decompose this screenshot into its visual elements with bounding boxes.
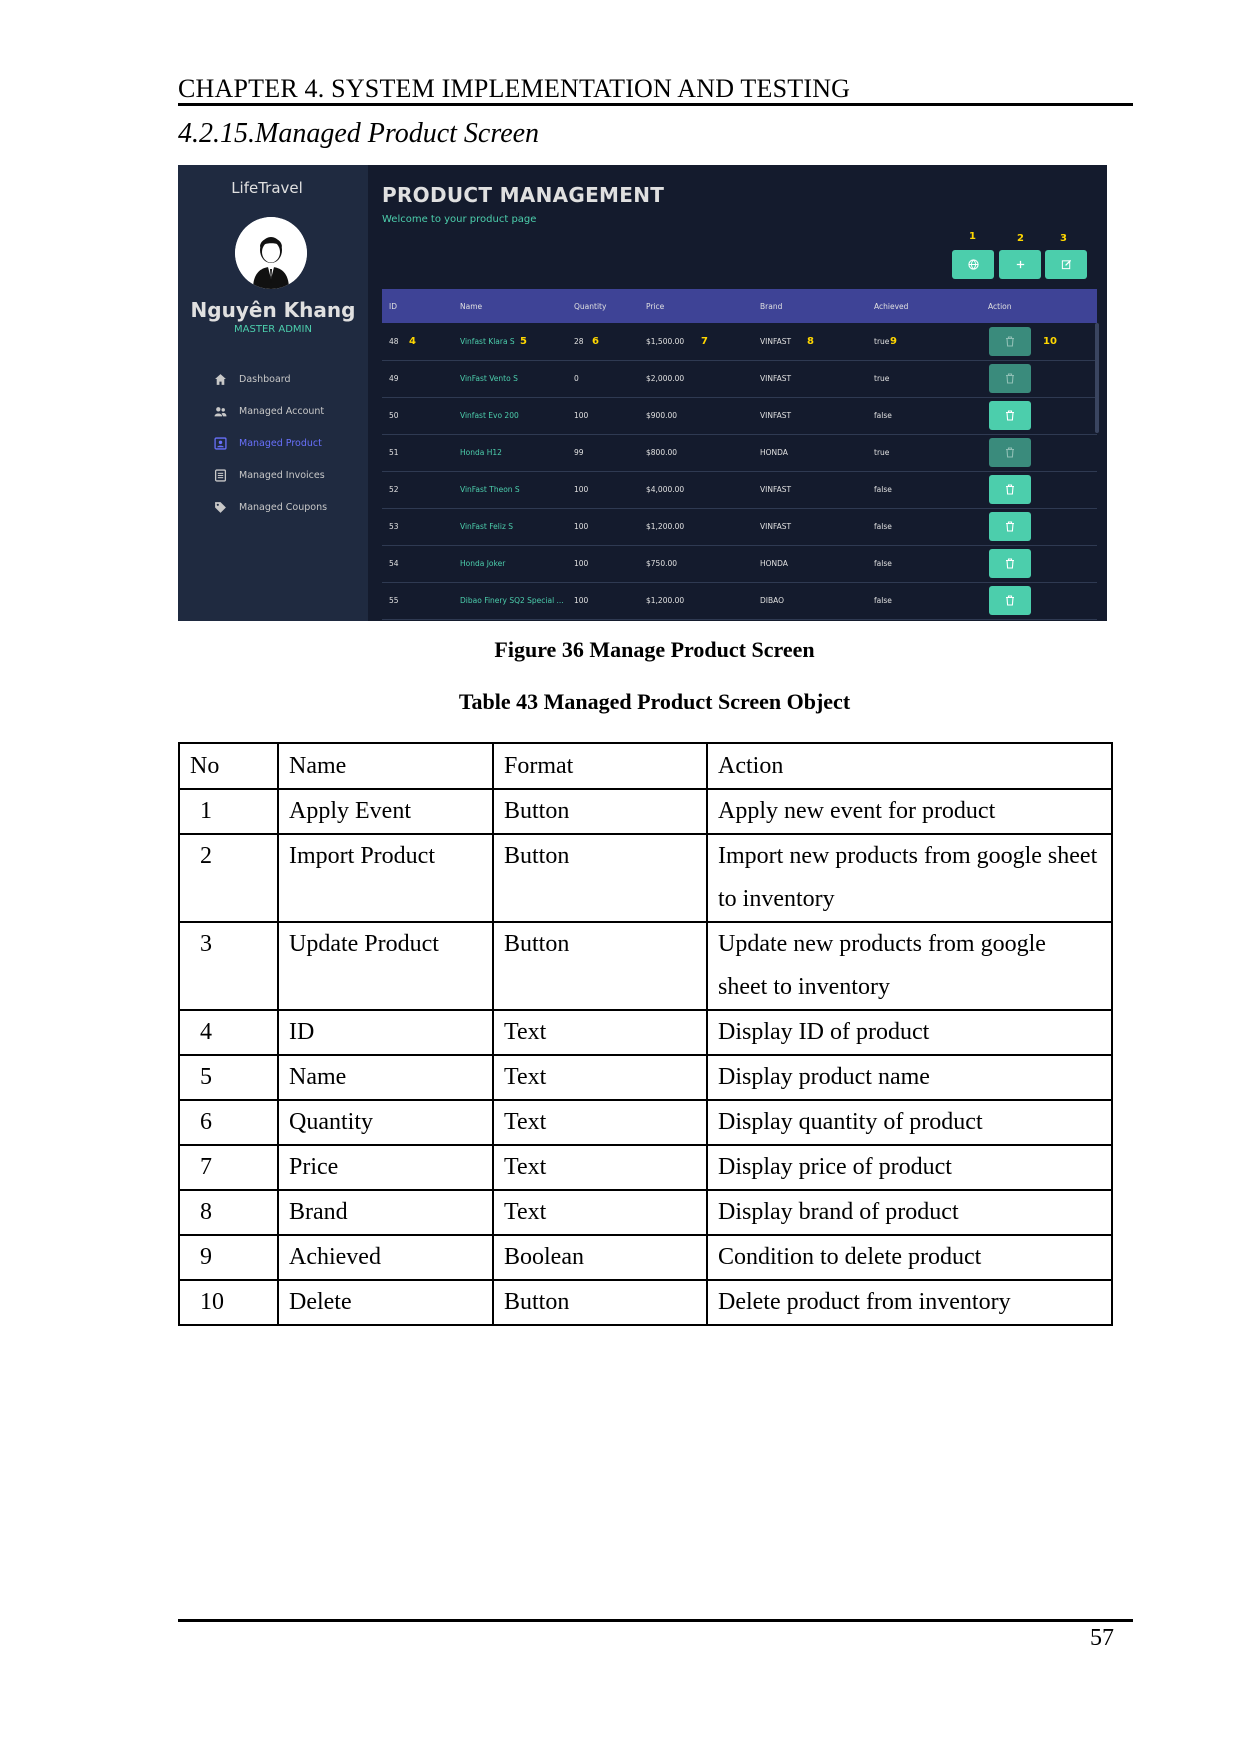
callout-9: 9: [890, 336, 897, 347]
cell-id: 54: [389, 559, 399, 568]
cell-price: $750.00: [646, 559, 678, 568]
page-subtitle: Welcome to your product page: [382, 214, 537, 225]
callout-8: 8: [807, 336, 814, 347]
edit-icon: [1061, 259, 1072, 270]
sidebar-item-managed-invoices[interactable]: [214, 459, 327, 491]
cell-name: VinFast Theon S: [460, 485, 520, 494]
callout-2: 2: [1017, 233, 1024, 244]
cell-action: Apply new event for product: [707, 789, 1112, 834]
sidebar-item-dashboard[interactable]: [214, 363, 327, 395]
table-row: [382, 360, 1097, 398]
table-row: [179, 1100, 1112, 1145]
cell-name: Price: [278, 1145, 493, 1190]
cell-no: 9: [179, 1235, 278, 1280]
cell-id: 55: [389, 596, 399, 605]
cell-format: Button: [493, 789, 707, 834]
cell-format: Text: [493, 1145, 707, 1190]
cell-format: Text: [493, 1055, 707, 1100]
cell-quantity: 28: [574, 337, 584, 346]
cell-format: Button: [493, 922, 707, 1010]
cell-quantity: 100: [574, 559, 589, 568]
table-row: [179, 834, 1112, 922]
cell-format: Boolean: [493, 1235, 707, 1280]
cell-quantity: 99: [574, 448, 584, 457]
cell-quantity: 0: [574, 374, 579, 383]
sidebar-item-managed-account[interactable]: [214, 395, 327, 427]
cell-name: Vinfast Evo 200: [460, 411, 519, 420]
trash-icon: [1005, 447, 1015, 458]
callout-7: 7: [701, 336, 708, 347]
cell-name: VinFast Feliz S: [460, 522, 514, 531]
trash-icon: [1005, 336, 1015, 347]
cell-no: 6: [179, 1100, 278, 1145]
cell-no: 10: [179, 1280, 278, 1325]
cell-quantity: 100: [574, 411, 589, 420]
cell-brand: DIBAO: [760, 596, 785, 605]
product-table: [382, 289, 1097, 621]
callout-4: 4: [409, 336, 416, 347]
cell-no: 3: [179, 922, 278, 1010]
cell-achieved: true: [874, 374, 890, 383]
delete-button[interactable]: [989, 364, 1031, 393]
table-row: [179, 1280, 1112, 1325]
table-row: [179, 1190, 1112, 1235]
sidebar-item-label: Managed Invoices: [239, 469, 325, 481]
cell-price: $900.00: [646, 411, 678, 420]
cell-price: $1,200.00: [646, 596, 685, 605]
cell-name: ID: [278, 1010, 493, 1055]
app-brand: LifeTravel: [231, 179, 303, 197]
cell-brand: HONDA: [760, 448, 788, 457]
table-caption: Table 43 Managed Product Screen Object: [458, 689, 851, 714]
cell-name: Brand: [278, 1190, 493, 1235]
callout-1: 1: [969, 231, 976, 242]
cell-price: $1,500.00: [646, 337, 685, 346]
cell-no: 5: [179, 1055, 278, 1100]
callout-10: 10: [1043, 336, 1057, 347]
table-header-format: Format: [493, 743, 707, 789]
cell-achieved: false: [874, 522, 892, 531]
cell-achieved: true: [874, 448, 890, 457]
table-row: [179, 1145, 1112, 1190]
import-product-button[interactable]: [999, 250, 1041, 279]
cell-brand: VINFAST: [760, 374, 792, 383]
cell-action: Display quantity of product: [707, 1100, 1112, 1145]
table-row: [382, 582, 1097, 620]
cell-action: Import new products from google sheet to inventory: [707, 834, 1112, 922]
trash-icon: [1005, 373, 1015, 384]
home-icon: [214, 373, 227, 386]
delete-button[interactable]: [989, 475, 1031, 504]
cell-name: Import Product: [278, 834, 493, 922]
app-main: [368, 165, 1107, 621]
sidebar-item-managed-coupons[interactable]: [214, 491, 327, 523]
table-row: [179, 1235, 1112, 1280]
cell-format: Button: [493, 834, 707, 922]
cell-achieved: false: [874, 559, 892, 568]
table-header-no: No: [179, 743, 278, 789]
cell-format: Text: [493, 1010, 707, 1055]
table-row: [382, 434, 1097, 472]
cell-name: Update Product: [278, 922, 493, 1010]
table-header-action: Action: [707, 743, 1112, 789]
table-row: [179, 789, 1112, 834]
page-number: 57: [1090, 1625, 1114, 1651]
app-sidebar: [178, 165, 368, 621]
cell-achieved: true: [874, 337, 890, 346]
cell-id: 48: [389, 337, 399, 346]
cell-id: 50: [389, 411, 399, 420]
cell-price: $800.00: [646, 448, 678, 457]
cell-format: Text: [493, 1100, 707, 1145]
avatar: [235, 217, 307, 289]
trash-icon: [1005, 521, 1015, 532]
table-header-row: [179, 743, 1112, 789]
cell-name: VinFast Vento S: [460, 374, 518, 383]
cell-achieved: false: [874, 485, 892, 494]
update-product-button[interactable]: [1045, 250, 1087, 279]
trash-icon: [1005, 484, 1015, 495]
cell-action: Condition to delete product: [707, 1235, 1112, 1280]
table-row: [382, 323, 1097, 361]
cell-name: Dibao Finery SQ2 Special ...: [460, 596, 564, 605]
cell-name: Vinfast Klara S: [460, 337, 515, 346]
cell-action: Display price of product: [707, 1145, 1112, 1190]
cell-format: Button: [493, 1280, 707, 1325]
cell-no: 2: [179, 834, 278, 922]
sidebar-item-label: Managed Account: [239, 405, 325, 417]
sidebar-item-label: Managed Product: [239, 437, 322, 449]
cell-achieved: false: [874, 411, 892, 420]
column-header-action: Action: [988, 302, 1012, 311]
cell-id: 52: [389, 485, 399, 494]
sidebar-item-managed-product[interactable]: [214, 427, 327, 459]
table-row: [382, 397, 1097, 435]
table-row: [382, 545, 1097, 583]
cell-action: Update new products from google sheet to inventory: [707, 922, 1112, 1010]
delete-button[interactable]: [989, 401, 1031, 430]
column-header-achieved: Achieved: [874, 302, 909, 311]
cell-quantity: 100: [574, 522, 589, 531]
table-header-name: Name: [278, 743, 493, 789]
product-management-screenshot: [178, 165, 1107, 621]
cell-achieved: false: [874, 596, 892, 605]
cell-name: Apply Event: [278, 789, 493, 834]
column-header-price: Price: [646, 302, 665, 311]
header-rule: [178, 103, 1133, 106]
cell-name: Name: [278, 1055, 493, 1100]
table-row: [179, 1010, 1112, 1055]
globe-icon: [968, 259, 979, 270]
screen-object-table: [178, 742, 1113, 1326]
cell-name: Honda Joker: [460, 559, 506, 568]
table-row: [382, 508, 1097, 546]
sidebar-item-label: Managed Coupons: [239, 501, 328, 513]
cell-action: Display ID of product: [707, 1010, 1112, 1055]
sidebar-item-label: Dashboard: [239, 373, 291, 385]
apply-event-button[interactable]: [952, 250, 994, 279]
table-scrollbar[interactable]: [1095, 323, 1099, 433]
page-title: PRODUCT MANAGEMENT: [382, 183, 665, 207]
cell-brand: VINFAST: [760, 337, 792, 346]
plus-icon: [1015, 259, 1026, 270]
delete-button[interactable]: [989, 512, 1031, 541]
receipt-icon: [214, 469, 227, 482]
cell-id: 53: [389, 522, 399, 531]
column-header-name: Name: [460, 302, 483, 311]
column-header-id: ID: [389, 302, 397, 311]
trash-icon: [1005, 558, 1015, 569]
cell-no: 7: [179, 1145, 278, 1190]
delete-button[interactable]: [989, 438, 1031, 467]
cell-no: 8: [179, 1190, 278, 1235]
cell-name: Delete: [278, 1280, 493, 1325]
trash-icon: [1005, 595, 1015, 606]
cell-action: Delete product from inventory: [707, 1280, 1112, 1325]
table-row: [179, 1055, 1112, 1100]
cell-action: Display product name: [707, 1055, 1112, 1100]
cell-format: Text: [493, 1190, 707, 1235]
product-icon: [214, 437, 227, 450]
user-avatar-icon: [235, 217, 307, 289]
cell-quantity: 100: [574, 596, 589, 605]
footer-rule: [178, 1619, 1133, 1622]
column-header-brand: Brand: [760, 302, 783, 311]
section-title: 4.2.15.Managed Product Screen: [178, 118, 540, 149]
cell-no: 1: [179, 789, 278, 834]
cell-price: $4,000.00: [646, 485, 685, 494]
table-row: [179, 922, 1112, 1010]
sidebar-menu: [214, 363, 327, 523]
cell-action: Display brand of product: [707, 1190, 1112, 1235]
chapter-header: CHAPTER 4. SYSTEM IMPLEMENTATION AND TESTING: [178, 74, 851, 103]
callout-3: 3: [1060, 233, 1067, 244]
delete-button[interactable]: [989, 327, 1031, 356]
cell-brand: VINFAST: [760, 522, 792, 531]
delete-button[interactable]: [989, 586, 1031, 615]
user-role: MASTER ADMIN: [234, 324, 312, 335]
cell-id: 49: [389, 374, 399, 383]
product-table-header: [382, 289, 1097, 323]
table-row: [382, 471, 1097, 509]
cell-name: Honda H12: [460, 448, 502, 457]
cell-name: Achieved: [278, 1235, 493, 1280]
cell-id: 51: [389, 448, 399, 457]
cell-brand: HONDA: [760, 559, 788, 568]
cell-quantity: 100: [574, 485, 589, 494]
cell-no: 4: [179, 1010, 278, 1055]
delete-button[interactable]: [989, 549, 1031, 578]
user-name: Nguyên Khang: [190, 298, 356, 322]
tag-icon: [214, 501, 227, 514]
cell-brand: VINFAST: [760, 485, 792, 494]
cell-price: $2,000.00: [646, 374, 685, 383]
cell-name: Quantity: [278, 1100, 493, 1145]
figure-caption: Figure 36 Manage Product Screen: [494, 637, 815, 662]
people-icon: [214, 405, 227, 418]
trash-icon: [1005, 410, 1015, 421]
cell-brand: VINFAST: [760, 411, 792, 420]
callout-5: 5: [520, 336, 527, 347]
callout-6: 6: [592, 336, 599, 347]
cell-price: $1,200.00: [646, 522, 685, 531]
column-header-quantity: Quantity: [574, 302, 607, 311]
